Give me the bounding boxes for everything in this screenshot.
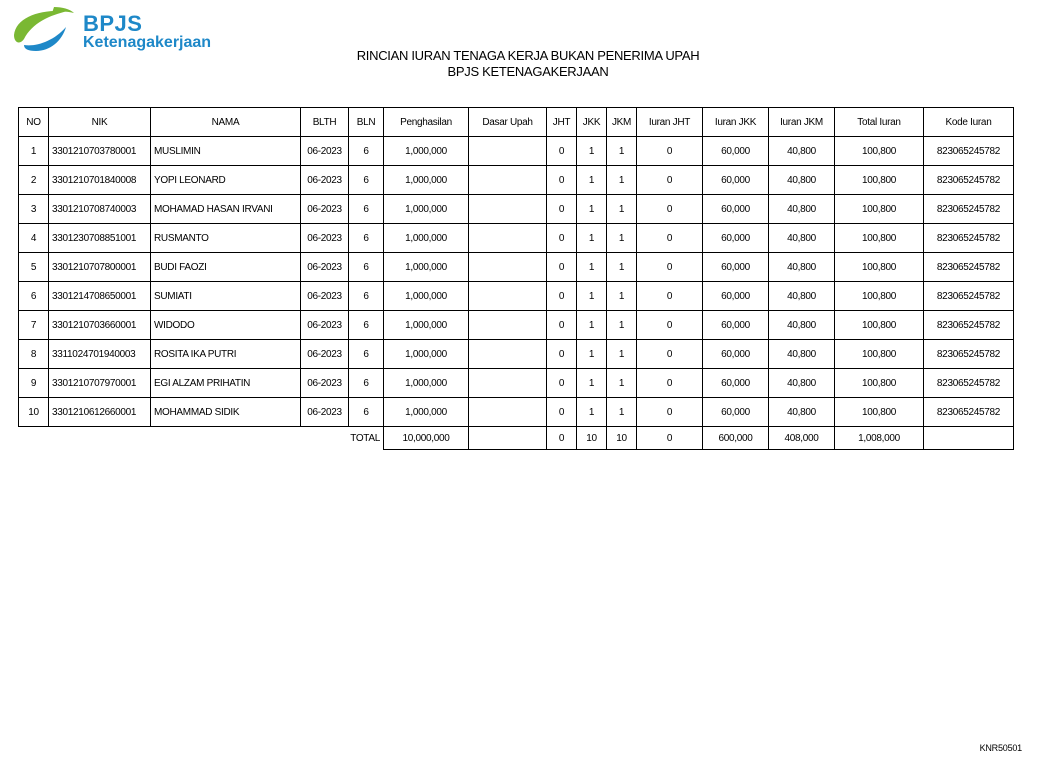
cell-iuran-jkk: 60,000	[703, 282, 769, 311]
cell-jht: 0	[547, 340, 577, 369]
cell-bln: 6	[349, 369, 384, 398]
cell-iuran-jkk: 60,000	[703, 369, 769, 398]
cell-jkm: 1	[607, 282, 637, 311]
col-header-bln: BLN	[349, 108, 384, 137]
cell-jkk: 1	[577, 137, 607, 166]
cell-dasar-upah	[469, 166, 547, 195]
cell-total-iuran: 100,800	[835, 195, 924, 224]
cell-jkm: 1	[607, 137, 637, 166]
cell-penghasilan: 1,000,000	[384, 224, 469, 253]
cell-iuran-jkm: 40,800	[769, 253, 835, 282]
col-header-total-iuran: Total Iuran	[835, 108, 924, 137]
cell-blth: 06-2023	[301, 369, 349, 398]
cell-total-iuran: 100,800	[835, 311, 924, 340]
total-jkk: 10	[577, 427, 607, 450]
total-penghasilan: 10,000,000	[384, 427, 469, 450]
cell-nama: SUMIATI	[151, 282, 301, 311]
cell-penghasilan: 1,000,000	[384, 369, 469, 398]
cell-jkk: 1	[577, 195, 607, 224]
table-total-row	[19, 427, 1014, 450]
col-header-no: NO	[19, 108, 49, 137]
cell-nik: 3301230708851001	[49, 224, 151, 253]
cell-blth: 06-2023	[301, 282, 349, 311]
cell-iuran-jkk: 60,000	[703, 224, 769, 253]
cell-iuran-jkm: 40,800	[769, 166, 835, 195]
logo-sub-text: Ketenagakerjaan	[83, 34, 212, 51]
cell-bln: 6	[349, 253, 384, 282]
logo-brand-text: BPJS	[83, 11, 143, 36]
cell-nama: MOHAMMAD SIDIK	[151, 398, 301, 427]
cell-iuran-jht: 0	[637, 369, 703, 398]
cell-nik: 3301210707970001	[49, 369, 151, 398]
cell-dasar-upah	[469, 137, 547, 166]
cell-nama: MUSLIMIN	[151, 137, 301, 166]
cell-kode-iuran: 823065245782	[924, 398, 1014, 427]
cell-no: 3	[19, 195, 49, 224]
cell-nik: 3301210707800001	[49, 253, 151, 282]
cell-total-iuran: 100,800	[835, 224, 924, 253]
cell-jht: 0	[547, 166, 577, 195]
cell-nik: 3301210612660001	[49, 398, 151, 427]
cell-nama: WIDODO	[151, 311, 301, 340]
cell-bln: 6	[349, 224, 384, 253]
col-header-jkk: JKK	[577, 108, 607, 137]
cell-dasar-upah	[469, 369, 547, 398]
cell-iuran-jht: 0	[637, 195, 703, 224]
cell-dasar-upah	[469, 311, 547, 340]
cell-total-iuran: 100,800	[835, 137, 924, 166]
cell-iuran-jkm: 40,800	[769, 369, 835, 398]
contribution-table	[18, 107, 1014, 450]
cell-iuran-jkm: 40,800	[769, 398, 835, 427]
cell-no: 4	[19, 224, 49, 253]
table-row	[19, 369, 1014, 398]
cell-iuran-jkk: 60,000	[703, 398, 769, 427]
cell-iuran-jkm: 40,800	[769, 340, 835, 369]
cell-jkm: 1	[607, 253, 637, 282]
cell-bln: 6	[349, 195, 384, 224]
cell-penghasilan: 1,000,000	[384, 398, 469, 427]
cell-jkm: 1	[607, 195, 637, 224]
table-row	[19, 282, 1014, 311]
cell-jkm: 1	[607, 166, 637, 195]
cell-nama: ROSITA IKA PUTRI	[151, 340, 301, 369]
cell-kode-iuran: 823065245782	[924, 311, 1014, 340]
cell-blth: 06-2023	[301, 195, 349, 224]
cell-iuran-jht: 0	[637, 253, 703, 282]
cell-dasar-upah	[469, 398, 547, 427]
col-header-jht: JHT	[547, 108, 577, 137]
cell-nama: MOHAMAD HASAN IRVANI	[151, 195, 301, 224]
col-header-dasar-upah: Dasar Upah	[469, 108, 547, 137]
total-jht: 0	[547, 427, 577, 450]
col-header-iuran-jkm: Iuran JKM	[769, 108, 835, 137]
cell-nik: 3301210701840008	[49, 166, 151, 195]
cell-nama: RUSMANTO	[151, 224, 301, 253]
cell-iuran-jht: 0	[637, 398, 703, 427]
cell-blth: 06-2023	[301, 166, 349, 195]
cell-penghasilan: 1,000,000	[384, 253, 469, 282]
cell-iuran-jkm: 40,800	[769, 282, 835, 311]
total-iuran-jht: 0	[637, 427, 703, 450]
title-line-1: RINCIAN IURAN TENAGA KERJA BUKAN PENERIMA UPAH	[356, 48, 700, 63]
cell-jkk: 1	[577, 398, 607, 427]
cell-penghasilan: 1,000,000	[384, 282, 469, 311]
cell-iuran-jkk: 60,000	[703, 166, 769, 195]
cell-no: 6	[19, 282, 49, 311]
cell-total-iuran: 100,800	[835, 166, 924, 195]
cell-iuran-jht: 0	[637, 340, 703, 369]
cell-blth: 06-2023	[301, 253, 349, 282]
total-total-iuran: 1,008,000	[835, 427, 924, 450]
cell-blth: 06-2023	[301, 224, 349, 253]
cell-blth: 06-2023	[301, 311, 349, 340]
cell-jkm: 1	[607, 311, 637, 340]
cell-jkk: 1	[577, 369, 607, 398]
cell-penghasilan: 1,000,000	[384, 195, 469, 224]
cell-jkm: 1	[607, 224, 637, 253]
cell-no: 5	[19, 253, 49, 282]
table-row	[19, 166, 1014, 195]
cell-jkk: 1	[577, 282, 607, 311]
cell-kode-iuran: 823065245782	[924, 253, 1014, 282]
cell-penghasilan: 1,000,000	[384, 340, 469, 369]
cell-total-iuran: 100,800	[835, 369, 924, 398]
cell-bln: 6	[349, 340, 384, 369]
cell-jkk: 1	[577, 311, 607, 340]
cell-dasar-upah	[469, 340, 547, 369]
table-row	[19, 224, 1014, 253]
cell-iuran-jkm: 40,800	[769, 137, 835, 166]
total-iuran-jkk: 600,000	[703, 427, 769, 450]
cell-iuran-jkk: 60,000	[703, 195, 769, 224]
table-row	[19, 398, 1014, 427]
cell-nik: 3301210703780001	[49, 137, 151, 166]
cell-penghasilan: 1,000,000	[384, 311, 469, 340]
cell-jkm: 1	[607, 340, 637, 369]
cell-jht: 0	[547, 253, 577, 282]
cell-iuran-jkm: 40,800	[769, 195, 835, 224]
table-row	[19, 253, 1014, 282]
cell-dasar-upah	[469, 195, 547, 224]
cell-total-iuran: 100,800	[835, 253, 924, 282]
cell-blth: 06-2023	[301, 340, 349, 369]
cell-jht: 0	[547, 282, 577, 311]
cell-iuran-jht: 0	[637, 311, 703, 340]
cell-kode-iuran: 823065245782	[924, 195, 1014, 224]
cell-jht: 0	[547, 224, 577, 253]
cell-kode-iuran: 823065245782	[924, 369, 1014, 398]
col-header-nik: NIK	[49, 108, 151, 137]
cell-blth: 06-2023	[301, 137, 349, 166]
cell-bln: 6	[349, 311, 384, 340]
cell-jht: 0	[547, 137, 577, 166]
cell-kode-iuran: 823065245782	[924, 340, 1014, 369]
cell-total-iuran: 100,800	[835, 282, 924, 311]
cell-jkm: 1	[607, 369, 637, 398]
cell-jkk: 1	[577, 166, 607, 195]
cell-kode-iuran: 823065245782	[924, 282, 1014, 311]
cell-iuran-jkm: 40,800	[769, 311, 835, 340]
col-header-kode-iuran: Kode Iuran	[924, 108, 1014, 137]
cell-no: 2	[19, 166, 49, 195]
total-jkm: 10	[607, 427, 637, 450]
cell-nama: EGI ALZAM PRIHATIN	[151, 369, 301, 398]
total-iuran-jkm: 408,000	[769, 427, 835, 450]
cell-iuran-jht: 0	[637, 166, 703, 195]
document-code: KNR50501	[979, 743, 1022, 753]
cell-jkk: 1	[577, 224, 607, 253]
cell-bln: 6	[349, 398, 384, 427]
col-header-penghasilan: Penghasilan	[384, 108, 469, 137]
cell-dasar-upah	[469, 224, 547, 253]
cell-penghasilan: 1,000,000	[384, 166, 469, 195]
cell-jht: 0	[547, 369, 577, 398]
cell-blth: 06-2023	[301, 398, 349, 427]
cell-jht: 0	[547, 311, 577, 340]
col-header-blth: BLTH	[301, 108, 349, 137]
cell-kode-iuran: 823065245782	[924, 166, 1014, 195]
cell-jht: 0	[547, 398, 577, 427]
cell-nik: 3301210703660001	[49, 311, 151, 340]
cell-nama: BUDI FAOZI	[151, 253, 301, 282]
cell-total-iuran: 100,800	[835, 340, 924, 369]
table-row	[19, 340, 1014, 369]
table-row	[19, 311, 1014, 340]
cell-bln: 6	[349, 282, 384, 311]
cell-nik: 3311024701940003	[49, 340, 151, 369]
cell-iuran-jht: 0	[637, 224, 703, 253]
cell-total-iuran: 100,800	[835, 398, 924, 427]
cell-jht: 0	[547, 195, 577, 224]
cell-nik: 3301214708650001	[49, 282, 151, 311]
cell-bln: 6	[349, 137, 384, 166]
cell-bln: 6	[349, 166, 384, 195]
table-row	[19, 137, 1014, 166]
col-header-iuran-jkk: Iuran JKK	[703, 108, 769, 137]
col-header-jkm: JKM	[607, 108, 637, 137]
document-title	[0, 48, 1056, 80]
cell-no: 7	[19, 311, 49, 340]
cell-dasar-upah	[469, 282, 547, 311]
cell-iuran-jkk: 60,000	[703, 137, 769, 166]
cell-no: 10	[19, 398, 49, 427]
cell-no: 9	[19, 369, 49, 398]
cell-jkm: 1	[607, 398, 637, 427]
cell-jkk: 1	[577, 253, 607, 282]
cell-nik: 3301210708740003	[49, 195, 151, 224]
col-header-nama: NAMA	[151, 108, 301, 137]
title-line-2: BPJS KETENAGAKERJAAN	[447, 64, 609, 79]
cell-iuran-jkk: 60,000	[703, 311, 769, 340]
cell-nama: YOPI LEONARD	[151, 166, 301, 195]
total-label: TOTAL	[350, 432, 380, 444]
cell-iuran-jkk: 60,000	[703, 340, 769, 369]
cell-iuran-jht: 0	[637, 137, 703, 166]
total-dasar-upah	[469, 427, 547, 450]
cell-kode-iuran: 823065245782	[924, 137, 1014, 166]
cell-iuran-jkm: 40,800	[769, 224, 835, 253]
table-header-row	[19, 108, 1014, 137]
cell-iuran-jkk: 60,000	[703, 253, 769, 282]
cell-kode-iuran: 823065245782	[924, 224, 1014, 253]
cell-no: 8	[19, 340, 49, 369]
cell-penghasilan: 1,000,000	[384, 137, 469, 166]
cell-dasar-upah	[469, 253, 547, 282]
cell-no: 1	[19, 137, 49, 166]
col-header-iuran-jht: Iuran JHT	[637, 108, 703, 137]
cell-jkk: 1	[577, 340, 607, 369]
table-row	[19, 195, 1014, 224]
cell-iuran-jht: 0	[637, 282, 703, 311]
total-kode-iuran	[924, 427, 1014, 450]
